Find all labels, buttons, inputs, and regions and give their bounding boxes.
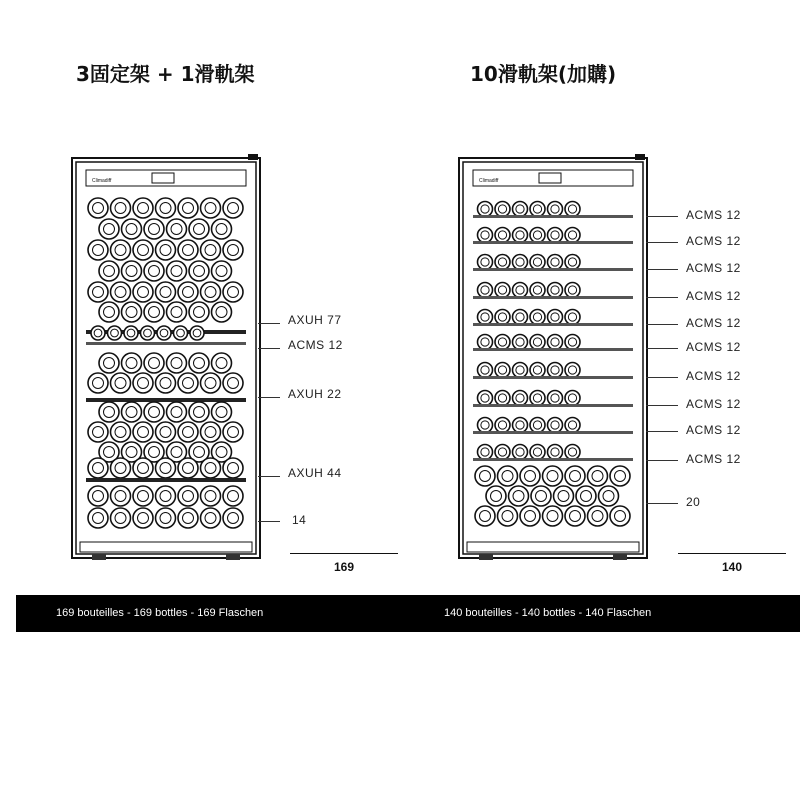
callout-line (646, 460, 678, 461)
bottle (201, 508, 221, 528)
bottle (122, 302, 142, 322)
bottle (495, 202, 510, 217)
bottle (565, 202, 580, 217)
bottle (111, 508, 131, 528)
bottle (498, 466, 518, 486)
bottle (223, 240, 243, 260)
bottle (495, 418, 510, 433)
bottle (99, 261, 119, 281)
left-config-title: 3固定架 + 1滑軌架 (76, 62, 255, 86)
bottle (531, 486, 551, 506)
wine-cabinet-left-illustration (70, 150, 265, 565)
bottle (599, 486, 619, 506)
bottle (99, 353, 119, 373)
bottle (111, 282, 131, 302)
bottle (167, 402, 187, 422)
bottle (156, 282, 176, 302)
shelf-label: AXUH 44 (288, 466, 342, 480)
callout-line (258, 348, 280, 349)
bottle (588, 506, 608, 526)
bottle (111, 373, 131, 393)
bottle (530, 310, 545, 325)
bottle (156, 422, 176, 442)
foot (613, 554, 627, 560)
bottle (111, 422, 131, 442)
capacity-text-right: 140 bouteilles - 140 bottles - 140 Flaschen (444, 607, 652, 619)
bottle (565, 228, 580, 243)
bottle (530, 228, 545, 243)
bottle (554, 486, 574, 506)
bottle (478, 335, 493, 350)
wine-cabinet-right-illustration (457, 150, 652, 565)
bottle (530, 335, 545, 350)
bottle (178, 373, 198, 393)
bottle (167, 219, 187, 239)
panel-brand-text: Climadiff (479, 178, 499, 184)
bottle (178, 486, 198, 506)
bottle (543, 506, 563, 526)
bottle (513, 418, 528, 433)
sliding-shelf (473, 323, 633, 326)
bottle (201, 198, 221, 218)
bottle (111, 486, 131, 506)
sliding-shelf (473, 431, 633, 434)
shelf-label: ACMS 12 (686, 369, 741, 383)
bottle (178, 458, 198, 478)
total-bottles-right: 140 (722, 560, 743, 574)
bottle (189, 353, 209, 373)
bottle (588, 466, 608, 486)
bottle (565, 283, 580, 298)
bottle (144, 302, 164, 322)
callout-line (646, 348, 678, 349)
bottle (133, 198, 153, 218)
bottle (509, 486, 529, 506)
bottle (212, 353, 232, 373)
sliding-shelf (473, 241, 633, 244)
bottle (495, 255, 510, 270)
bottle (565, 466, 585, 486)
bottle (520, 506, 540, 526)
bottle (144, 261, 164, 281)
bottle (88, 240, 108, 260)
bottle (495, 445, 510, 460)
bottle (548, 228, 563, 243)
bottle (167, 302, 187, 322)
bottle (478, 391, 493, 406)
bottle (565, 418, 580, 433)
bottle (548, 310, 563, 325)
shelf-label: ACMS 12 (686, 316, 741, 330)
bottle (201, 486, 221, 506)
bottle (156, 458, 176, 478)
bottle (513, 335, 528, 350)
total-bottles-left: 169 (334, 560, 355, 574)
shelf-label: ACMS 12 (686, 423, 741, 437)
bottle (201, 282, 221, 302)
bottle (174, 326, 188, 340)
bottle (108, 326, 122, 340)
bottle (133, 458, 153, 478)
bottle (167, 353, 187, 373)
callout-line (646, 269, 678, 270)
bottle (189, 219, 209, 239)
bottle (530, 202, 545, 217)
bottle (478, 202, 493, 217)
hinge (248, 154, 258, 160)
bottle (122, 402, 142, 422)
bottle (565, 391, 580, 406)
bottle (478, 310, 493, 325)
callout-line (646, 297, 678, 298)
bottle (133, 422, 153, 442)
callout-line (258, 397, 280, 398)
bottle (513, 445, 528, 460)
bottle (513, 255, 528, 270)
bottle (565, 335, 580, 350)
bottle (495, 391, 510, 406)
sliding-shelf (473, 376, 633, 379)
bottle (141, 326, 155, 340)
bottle (133, 240, 153, 260)
bottle (495, 335, 510, 350)
bottle (189, 302, 209, 322)
foot (479, 554, 493, 560)
right-config-title: 10滑軌架(加購) (470, 62, 617, 86)
callout-line (646, 324, 678, 325)
bottle (144, 402, 164, 422)
bottle (88, 198, 108, 218)
bottle (88, 422, 108, 442)
bottle (156, 198, 176, 218)
shelf-label: AXUH 22 (288, 387, 342, 401)
foot (92, 554, 106, 560)
bottle (610, 506, 630, 526)
callout-line (258, 476, 280, 477)
bottle (201, 458, 221, 478)
bottle (157, 326, 171, 340)
bottle (111, 458, 131, 478)
hinge (635, 154, 645, 160)
bottle (223, 508, 243, 528)
callout-line (646, 503, 678, 504)
bottle (543, 466, 563, 486)
bottle (178, 198, 198, 218)
bottle (548, 202, 563, 217)
bottle (178, 282, 198, 302)
shelf-label: ACMS 12 (686, 397, 741, 411)
base-grille (467, 542, 639, 552)
bottle (475, 466, 495, 486)
bottle (530, 391, 545, 406)
bottle (99, 302, 119, 322)
temperature-display (539, 173, 561, 183)
bottle (156, 240, 176, 260)
bottle (91, 326, 105, 340)
bottle (167, 261, 187, 281)
total-underline (290, 553, 398, 554)
bottle (478, 255, 493, 270)
bottle (156, 373, 176, 393)
bottle (478, 283, 493, 298)
shelf-label: ACMS 12 (686, 261, 741, 275)
bottle (178, 508, 198, 528)
shelf-label: 20 (686, 495, 701, 509)
shelf-label: ACMS 12 (686, 289, 741, 303)
bottle (520, 466, 540, 486)
bottle (156, 508, 176, 528)
bottle (133, 486, 153, 506)
bottle (223, 458, 243, 478)
bottle (548, 283, 563, 298)
bottle (99, 219, 119, 239)
bottle (144, 353, 164, 373)
bottle (576, 486, 596, 506)
bottle (212, 302, 232, 322)
bottle (548, 445, 563, 460)
sliding-shelf (473, 404, 633, 407)
bottle (530, 255, 545, 270)
bottle (478, 228, 493, 243)
bottle (88, 282, 108, 302)
temperature-display (152, 173, 174, 183)
callout-line (646, 377, 678, 378)
bottle (565, 506, 585, 526)
bottle (495, 228, 510, 243)
bottle (189, 261, 209, 281)
bottle (475, 506, 495, 526)
bottle (513, 310, 528, 325)
bottle (530, 418, 545, 433)
bottle (212, 261, 232, 281)
bottle (212, 219, 232, 239)
bottle (88, 486, 108, 506)
bottle (133, 373, 153, 393)
bottle (495, 283, 510, 298)
sliding-shelf (473, 458, 633, 461)
shelf-label: ACMS 12 (686, 340, 741, 354)
bottle (133, 282, 153, 302)
bottle (498, 506, 518, 526)
bottle (111, 240, 131, 260)
bottle (548, 418, 563, 433)
bottle (530, 363, 545, 378)
bottle (478, 445, 493, 460)
bottle (122, 261, 142, 281)
bottle (223, 198, 243, 218)
shelf-label: ACMS 12 (686, 208, 741, 222)
base-grille (80, 542, 252, 552)
shelf-label: ACMS 12 (686, 234, 741, 248)
total-underline (678, 553, 786, 554)
sliding-shelf (473, 296, 633, 299)
bottle (212, 402, 232, 422)
callout-line (258, 521, 280, 522)
bottle (495, 363, 510, 378)
bottle (201, 422, 221, 442)
shelf-label: ACMS 12 (288, 338, 343, 352)
panel-brand-text: Climadiff (92, 178, 112, 184)
callout-line (258, 323, 280, 324)
bottle (513, 283, 528, 298)
bottle (565, 255, 580, 270)
bottle (565, 363, 580, 378)
callout-line (646, 216, 678, 217)
bottle (88, 373, 108, 393)
bottle (530, 283, 545, 298)
bottle (178, 422, 198, 442)
shelf-label: 14 (292, 513, 307, 527)
bottle (548, 255, 563, 270)
sliding-shelf (473, 215, 633, 218)
bottle (223, 486, 243, 506)
bottle (548, 335, 563, 350)
bottle (189, 402, 209, 422)
sliding-shelf (473, 268, 633, 271)
bottle (223, 373, 243, 393)
bottle (530, 445, 545, 460)
bottle (178, 240, 198, 260)
bottle (513, 363, 528, 378)
capacity-text-left: 169 bouteilles - 169 bottles - 169 Flaschen (56, 607, 264, 619)
bottle (88, 458, 108, 478)
bottle (486, 486, 506, 506)
bottle (478, 418, 493, 433)
bottle (495, 310, 510, 325)
bottle (111, 198, 131, 218)
callout-line (646, 405, 678, 406)
bottle (565, 445, 580, 460)
bottle (190, 326, 204, 340)
bottle (122, 219, 142, 239)
bottle (513, 391, 528, 406)
callout-line (646, 431, 678, 432)
bottle (565, 310, 580, 325)
capacity-footer-bar (16, 595, 800, 632)
bottle (201, 240, 221, 260)
bottle (156, 486, 176, 506)
shelf-label: ACMS 12 (686, 452, 741, 466)
shelf-label: AXUH 77 (288, 313, 342, 327)
bottle (513, 202, 528, 217)
bottle (133, 508, 153, 528)
foot (226, 554, 240, 560)
bottle (122, 353, 142, 373)
sliding-shelf (86, 342, 246, 345)
bottle (88, 508, 108, 528)
bottle (223, 282, 243, 302)
bottle (144, 219, 164, 239)
bottle (223, 422, 243, 442)
bottle (201, 373, 221, 393)
callout-line (646, 242, 678, 243)
bottle (610, 466, 630, 486)
bottle (99, 402, 119, 422)
fixed-shelf (86, 478, 246, 482)
bottle (548, 363, 563, 378)
bottle (478, 363, 493, 378)
bottle (124, 326, 138, 340)
bottle (513, 228, 528, 243)
bottle (548, 391, 563, 406)
sliding-shelf (473, 348, 633, 351)
